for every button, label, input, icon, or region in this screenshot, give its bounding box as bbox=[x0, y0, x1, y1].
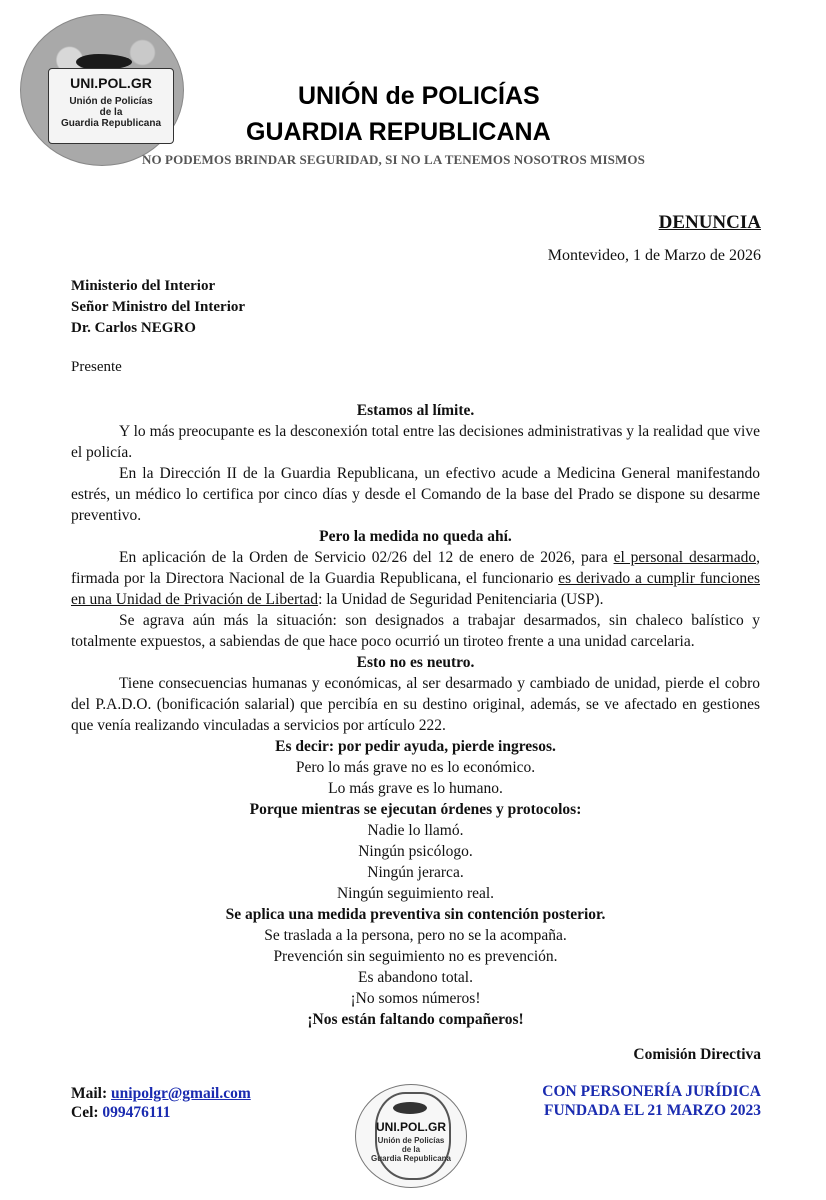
footer-logo bbox=[355, 1084, 467, 1188]
phone-number: 099476111 bbox=[102, 1104, 171, 1121]
body-line: Se traslada a la persona, pero no se la acompaña. bbox=[264, 927, 567, 944]
addressee-line: Ministerio del Interior bbox=[71, 278, 216, 294]
mail-label: Mail: bbox=[71, 1085, 108, 1102]
legal-line: FUNDADA EL 21 MARZO 2023 bbox=[543, 1102, 761, 1119]
organization-name-line2: GUARDIA REPUBLICANA bbox=[246, 118, 551, 146]
document-type: DENUNCIA bbox=[658, 212, 761, 233]
mail-row bbox=[71, 1084, 251, 1103]
body-heading: Se aplica una medida preventiva sin contención posterior. bbox=[225, 906, 606, 923]
body-heading: Es decir: por pedir ayuda, pierde ingresos. bbox=[275, 738, 556, 755]
body-line: Ningún psicólogo. bbox=[358, 843, 473, 860]
organization-name-line1: UNIÓN de POLICÍAS bbox=[298, 82, 540, 110]
body-paragraph: Tiene consecuencias humanas y económicas, al ser desarmado y cambiado de unidad, pierde el cobro del P.A.D.O. (bonificación salarial) que percibía en su destino original, además, se ve afectado en gestiones que venía realizando vinculadas a servicios por artículo 222. bbox=[71, 675, 760, 734]
logo-subtitle: Unión de Policías de la Guardia Republicana bbox=[60, 96, 162, 129]
body-line: Nadie lo llamó. bbox=[367, 822, 464, 839]
body-line: Prevención sin seguimiento no es prevención. bbox=[273, 948, 558, 965]
logo-name: UNI.POL.GR bbox=[375, 1120, 446, 1134]
body-heading: Pero la medida no queda ahí. bbox=[319, 528, 512, 545]
contact-block bbox=[71, 1084, 251, 1122]
body-heading: Esto no es neutro. bbox=[356, 654, 475, 671]
addressee-block bbox=[71, 276, 245, 339]
body-line: ¡No somos números! bbox=[350, 990, 481, 1007]
legal-status bbox=[542, 1082, 761, 1120]
legal-line: CON PERSONERÍA JURÍDICA bbox=[542, 1083, 761, 1100]
body-heading: Porque mientras se ejecutan órdenes y protocolos: bbox=[249, 801, 582, 818]
body-line: Pero lo más grave no es lo económico. bbox=[295, 759, 536, 776]
organization-logo bbox=[20, 14, 182, 164]
addressee-line: Dr. Carlos NEGRO bbox=[71, 320, 196, 336]
body-line: Ningún jerarca. bbox=[367, 864, 464, 881]
place-date: Montevideo, 1 de Marzo de 2026 bbox=[547, 247, 761, 264]
underlined-text: el personal desarmado bbox=[613, 549, 757, 566]
logo-badge bbox=[48, 68, 174, 144]
addressee-line: Señor Ministro del Interior bbox=[71, 299, 246, 315]
letter-body bbox=[71, 400, 760, 1030]
body-heading: Estamos al límite. bbox=[356, 402, 475, 419]
signature: Comisión Directiva bbox=[633, 1046, 761, 1063]
bullet-icon bbox=[393, 1102, 427, 1114]
phone-label: Cel: bbox=[71, 1104, 99, 1121]
body-line: Es abandono total. bbox=[358, 969, 473, 986]
greeting: Presente bbox=[71, 359, 122, 375]
logo-name: UNI.POL.GR bbox=[70, 75, 152, 91]
body-paragraph: Se agrava aún más la situación: son designados a trabajar desarmados, sin chaleco balístico y totalmente expuestos, a sabiendas de que hace poco ocurrió un tiroteo frente a una unidad carcelaria. bbox=[71, 612, 760, 650]
phone-row bbox=[71, 1103, 251, 1122]
body-line: Ningún seguimiento real. bbox=[336, 885, 495, 902]
underlined-text: es derivado a cumplir funciones en una Unidad de Privación de Libertad bbox=[71, 570, 760, 608]
body-paragraph: En aplicación de la Orden de Servicio 02/26 del 12 de enero de 2026, para el personal desarmado, firmada por la Directora Nacional de la Guardia Republicana, el funcionario es derivado a cumplir funciones en una Unidad de Privación de Libertad: la Unidad de Seguridad Penitenciaria (USP). bbox=[71, 549, 760, 608]
body-line: Lo más grave es lo humano. bbox=[328, 780, 503, 797]
email-link[interactable]: unipolgr@gmail.com bbox=[111, 1085, 251, 1102]
organization-motto: NO PODEMOS BRINDAR SEGURIDAD, SI NO LA TENEMOS NOSOTROS MISMOS bbox=[142, 152, 645, 167]
body-paragraph: En la Dirección II de la Guardia Republicana, un efectivo acude a Medicina General manifestando estrés, un médico lo certifica por cinco días y desde el Comando de la base del Prado se dispone su desarme preventivo. bbox=[71, 465, 760, 524]
body-paragraph: Y lo más preocupante es la desconexión total entre las decisiones administrativas y la realidad que vive el policía. bbox=[71, 423, 760, 461]
body-heading: ¡Nos están faltando compañeros! bbox=[307, 1011, 524, 1028]
logo-subtitle: Unión de Policías de la Guardia Republicana bbox=[370, 1136, 452, 1163]
